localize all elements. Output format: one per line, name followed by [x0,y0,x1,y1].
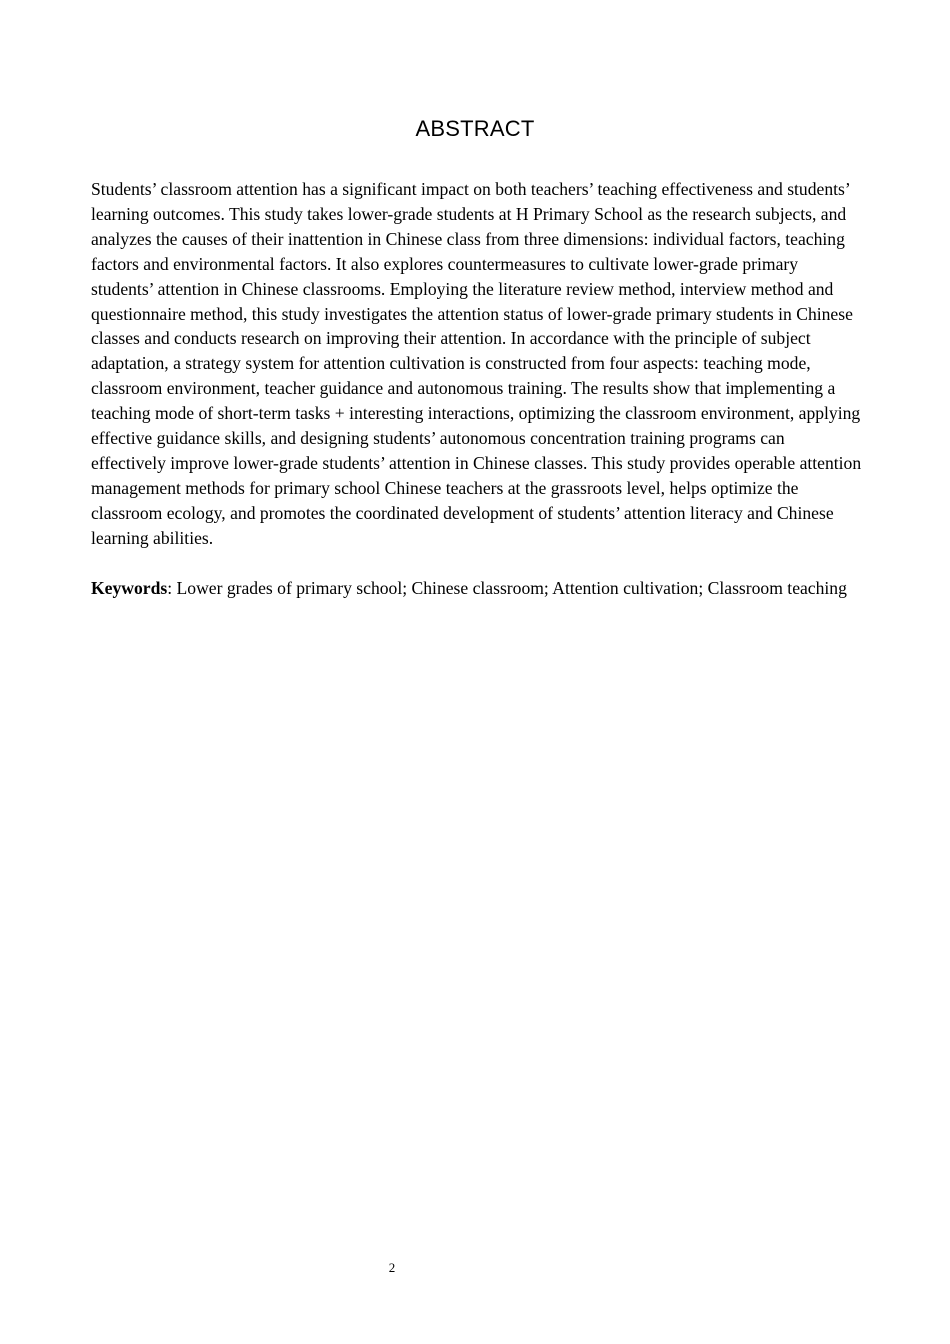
keywords-label: Keywords [91,578,168,598]
keywords-line [91,576,863,601]
page-number: 2 [388,1260,396,1275]
abstract-heading: ABSTRACT [415,116,535,141]
keywords-list: : Lower grades of primary school; Chinese classroom; Attention cultivation; Classroom teaching [167,578,847,598]
abstract-paragraph: Students’ classroom attention has a significant impact on both teachers’ teaching effectiveness and students’ learning outcomes. This study takes lower-grade students at H Primary School as the research subjects, and analyzes the causes of their inattention in Chinese class from three dimensions: individual factors, teaching factors and environmental factors. It also explores countermeasures to cultivate lower-grade primary students’ attention in Chinese classrooms. Employing the literature review method, interview method and questionnaire method, this study investigates the attention status of lower-grade primary students in Chinese classes and conducts research on improving their attention. In accordance with the principle of subject adaptation, a strategy system for attention cultivation is constructed from four aspects: teaching mode, classroom environment, teacher guidance and autonomous training. The results show that implementing a teaching mode of short-term tasks + interesting interactions, optimizing the classroom environment, applying effective guidance skills, and designing students’ autonomous concentration training programs can effectively improve lower-grade students’ attention in Chinese classes. This study provides operable attention management methods for primary school Chinese teachers at the grassroots level, helps optimize the classroom ecology, and promotes the coordinated development of students’ attention literacy and Chinese learning abilities. [91,179,862,548]
